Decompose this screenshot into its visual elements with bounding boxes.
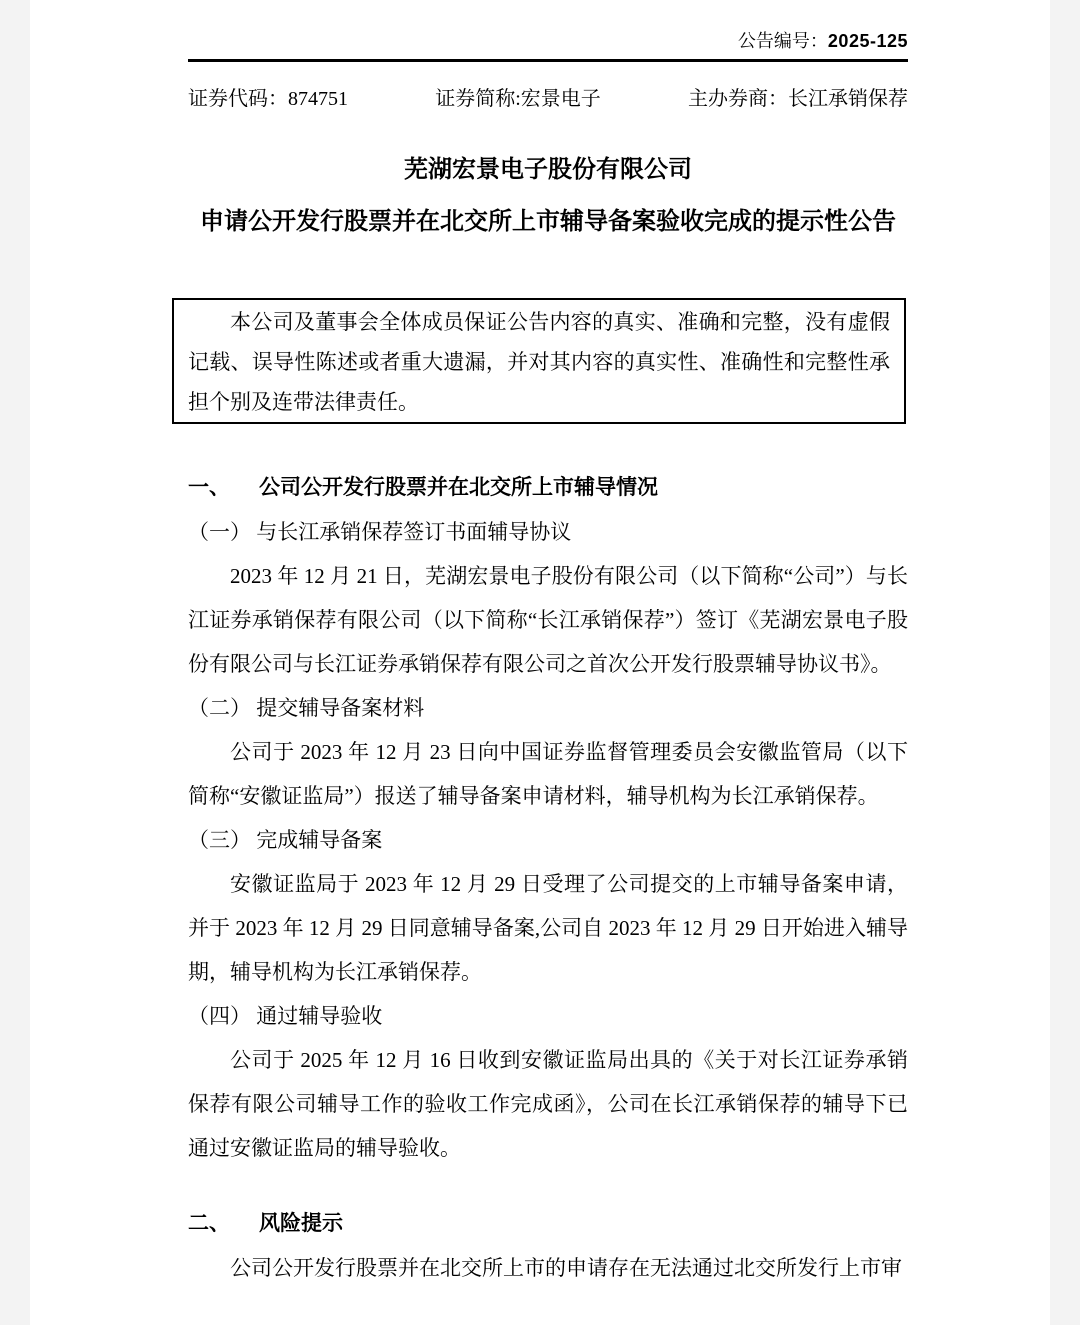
stock-short-name: 证券简称:宏景电子 [435,88,601,110]
subsection-1-3-paragraph: 安徽证监局于 2023 年 12 月 29 日受理了公司提交的上市辅导备案申请，并于 2023 年 12 月 29 日同意辅导备案,公司自 2023 年 12 月 29 日开始进入辅导期，辅导机构为长江承销保荐。 [188,872,908,984]
lead-broker: 主办券商：长江承销保荐 [688,88,908,110]
subsection-1-1-paragraph: 2023 年 12 月 21 日，芜湖宏景电子股份有限公司（以下简称“公司”）与长江证券承销保荐有限公司（以下简称“长江承销保荐”）签订《芜湖宏景电子股份有限公司与长江证券承销保荐有限公司之首次公开发行股票辅导协议书》。 [188,564,908,676]
stock-code: 证券代码：874751 [188,88,348,110]
header-divider [188,59,908,62]
subsection-1-4-heading: （四） 通过辅导验收 [188,1004,383,1028]
section-2-heading [188,1202,908,1246]
announcement-title: 申请公开发行股票并在北交所上市辅导备案验收完成的提示性公告 [200,208,896,235]
subsection-1-3-heading: （三） 完成辅导备案 [188,828,383,852]
section-1-number: 一、 [188,476,230,499]
document-page [30,0,1050,1325]
section-2-title: 风险提示 [259,1212,343,1235]
disclaimer-box [172,298,906,424]
announcement-number-label: 公告编号： [737,31,828,51]
announcement-number-row [188,30,908,52]
announcement-number-value: 2025-125 [827,31,908,51]
section-2-number: 二、 [188,1212,230,1235]
subsection-1-2-paragraph: 公司于 2023 年 12 月 23 日向中国证券监督管理委员会安徽监管局（以下简称“安徽证监局”）报送了辅导备案申请材料，辅导机构为长江承销保荐。 [188,740,908,808]
section-1-title: 公司公开发行股票并在北交所上市辅导情况 [259,476,658,499]
subsection-1-4-paragraph: 公司于 2025 年 12 月 16 日收到安徽证监局出具的《关于对长江证券承销保荐有限公司辅导工作的验收工作完成函》，公司在长江承销保荐的辅导下已通过安徽证监局的辅导验收。 [188,1048,908,1160]
section-1-heading [188,466,908,510]
subsection-1-1-heading: （一） 与长江承销保荐签订书面辅导协议 [188,520,572,544]
disclaimer-text: 本公司及董事会全体成员保证公告内容的真实、准确和完整，没有虚假记载、误导性陈述或者重大遗漏，并对其内容的真实性、准确性和完整性承担个别及连带法律责任。 [188,310,890,414]
subsection-1-2-heading: （二） 提交辅导备案材料 [188,696,425,720]
section-2-paragraph: 公司公开发行股票并在北交所上市的申请存在无法通过北交所发行上市审 [230,1256,902,1280]
company-name-title: 芜湖宏景电子股份有限公司 [404,156,692,183]
securities-info-bar [188,86,908,112]
page-content [30,0,1050,1290]
